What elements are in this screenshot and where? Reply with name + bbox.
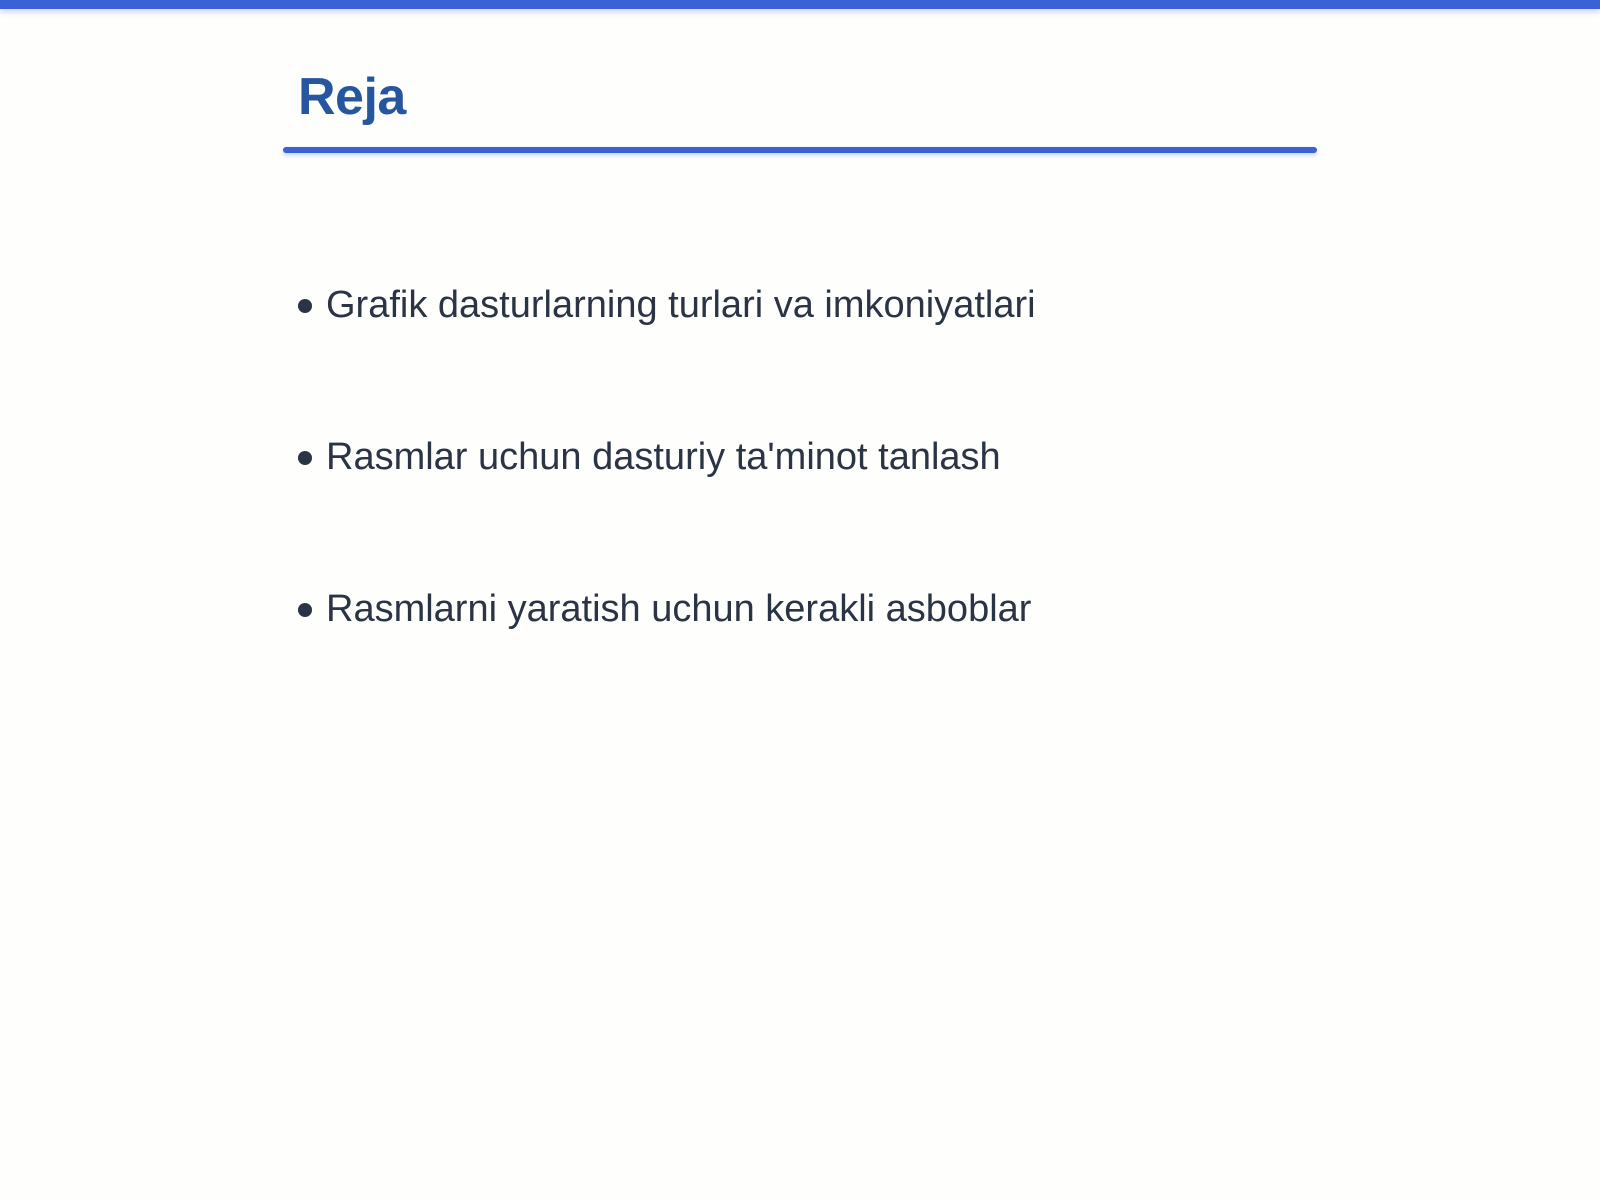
bullet-item — [298, 587, 1031, 633]
title-underline — [283, 147, 1317, 153]
bullet-item — [298, 283, 1036, 329]
bullet-text: Rasmlarni yaratish uchun kerakli asboblar — [326, 588, 1032, 630]
bullet-dot-icon — [298, 603, 312, 617]
bullet-text: Rasmlar uchun dasturiy ta'minot tanlash — [326, 436, 1001, 478]
bullet-item — [298, 435, 1001, 481]
bullet-dot-icon — [298, 299, 312, 313]
bullet-text: Grafik dasturlarning turlari va imkoniyatlari — [326, 284, 1036, 326]
slide-title: Reja — [298, 68, 406, 126]
top-accent-bar — [0, 0, 1600, 9]
bullet-dot-icon — [298, 451, 312, 465]
